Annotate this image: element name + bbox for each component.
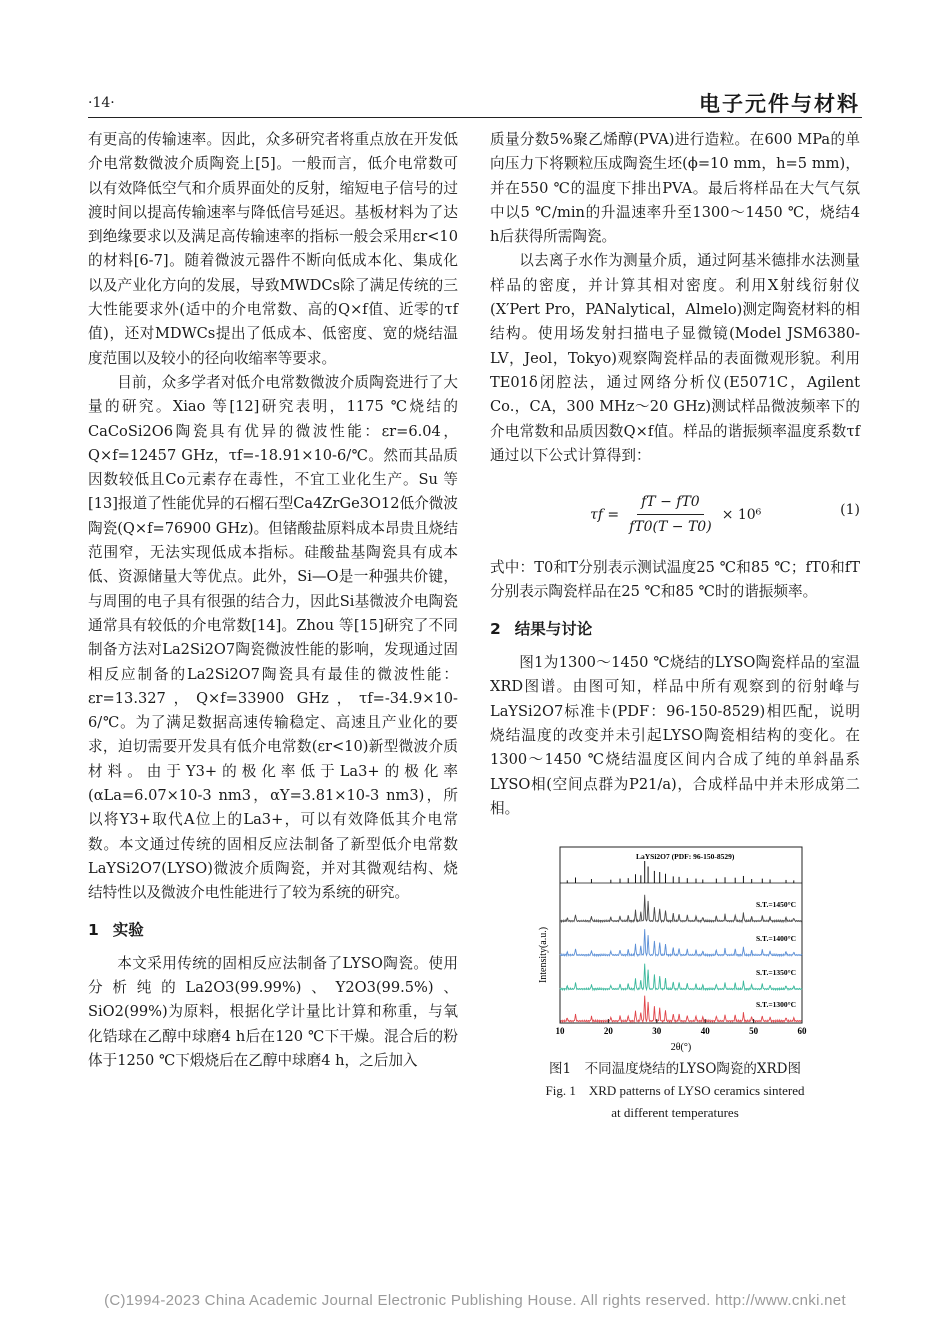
x-tick-label: 20 bbox=[603, 1026, 613, 1037]
x-tick-label: 60 bbox=[797, 1026, 807, 1037]
x-tick-label: 50 bbox=[749, 1026, 759, 1037]
series-label: S.T.=1350°C bbox=[756, 968, 797, 978]
x-axis-label: 2θ(°) bbox=[670, 1042, 692, 1054]
paragraph-intro-2: 目前，众多学者对低介电常数微波介质陶瓷进行了大量的研究。Xiao 等[12]研究表明，1175 ℃烧结的CaCoSi2O6陶瓷具有优异的微波性能：εr=6.04，Q×f=12457 GHz，τf=-18.91×10-6/℃。然而其品质因数较低且Co元素存在毒性，不宜工业化生产。Su 等[13]报道了性能优异的石榴石型Ca4ZrGe3O12低介微波陶瓷(Q×f=76900 GHz)。但锗酸盐原料成本昂贵且烧结范围窄，无法实现低成本指标。硅酸盐基陶瓷具有成本低、资源储量大等优点。此外，Si—O是一种强共价键，与周围的电子具有很强的结合力，因此Si基微波介电陶瓷通常具有较低的介电常数[14]。Zhou 等[15]研究了不同制备方法对La2Si2O7陶瓷微波性能的影响，发现通过固相反应制备的La2Si2O7陶瓷具有最佳的微波性能：εr=13.327，Q×f=33900 GHz，τf=-34.9×10-6/℃。为了满足数据高速传输稳定、高速且产业化的要求，迫切需要开发具有低介电常数(εr<10)新型微波介质材料。由于Y3+的极化率低于La3+的极化率(αLa=6.07×10-3 nm3，αY=3.81×10-3 nm3)，所以将Y3+取代A位上的La3+，可以有效降低其介电常数。本文通过传统的固相反应法制备了新型低介电常数LaYSi2O7(LYSO)微波介质陶瓷，并对其微观结构、烧结特性以及微波介电性能进行了较为系统的研究。 bbox=[88, 373, 458, 902]
paragraph-results-1: 图1为1300～1450 ℃烧结的LYSO陶瓷样品的室温XRD图谱。由图可知，样品中所有观察到的衍射峰与LaYSi2O7标准卡(PDF：96-150-8529)相匹配，说明烧结温度的改变并未引起LYSO陶瓷相结构的变化。在1300～1450 ℃烧结温度区间内合成了纯的单斜晶系LYSO相(空间点群为P21/a)，合成样品中并未形成第二相。 bbox=[490, 654, 860, 817]
section-number: 2 bbox=[490, 619, 501, 638]
paragraph-experiment-1: 本文采用传统的固相反应法制备了LYSO陶瓷。使用分析纯的La2O3(99.99%)、Y2O3(99.5%)、SiO2(99%)为原料，根据化学计量比计算和称重，与氧化锆球在乙醇中球磨4 h后在120 ℃下干燥。混合后的粉体于1250 ℃下煅烧后在乙醇中球磨4 h，之后加入 bbox=[88, 954, 458, 1069]
equation-1 bbox=[490, 482, 860, 546]
figure-caption-en-line1: Fig. 1 XRD patterns of LYSO ceramics sintered bbox=[545, 1083, 805, 1099]
copyright-footer: (C)1994-2023 China Academic Journal Electronic Publishing House. All rights reserved. http://www.cnki.net bbox=[104, 1292, 846, 1309]
right-column bbox=[490, 128, 860, 1124]
page-number: ·14· bbox=[88, 95, 115, 111]
x-tick-label: 10 bbox=[555, 1026, 565, 1037]
paragraph-measurement: 以去离子水作为测量介质，通过阿基米德排水法测量样品的密度，并计算其相对密度。利用X射线衍射仪(X′Pert Pro，PANalytical，Almelo)测定陶瓷材料的相结构。使用场发射扫描电子显微镜(Model JSM6380-LV，Jeol，Tokyo)观察陶瓷样品的表面微观形貌。利用TE01δ闭腔法，通过网络分析仪(E5071C，Agilent Co.，CA，300 MHz～20 GHz)测试样品微波频率下的介电常数和品质因数Q×f值。样品的谐振频率温度系数τf通过以下公式计算得到： bbox=[490, 252, 860, 464]
equation-number: (1) bbox=[840, 502, 860, 519]
equation-body bbox=[590, 490, 761, 540]
paragraph-intro-1: 有更高的传输速率。因此，众多研究者将重点放在开发低介电常数微波介质陶瓷上[5]。一般而言，低介电常数可以有效降低空气和介质界面处的反射，缩短电子信号的过渡时间以提高传输速率与降低信号延迟。基板材料为了达到绝缘要求以及满足高传输速率的指标一般会采用εr<10的材料[6-7]。随着微波元器件不断向低成本化、集成化以及产业化方向的发展，导致MWDCs除了满足传统的三大性能要求外(适中的介电常数、高的Q×f值、近零的τf值)，还对MDWCs提出了低成本、低密度、宽的烧结温度范围以及较小的径向收缩率等要求。 bbox=[88, 131, 458, 367]
x-tick-label: 30 bbox=[652, 1026, 662, 1037]
reference-label: LaYSi2O7 (PDF: 96-150-8529) bbox=[636, 852, 735, 862]
series-label: S.T.=1450°C bbox=[756, 900, 797, 910]
equation-factor: × 10⁶ bbox=[721, 506, 762, 523]
xrd-chart bbox=[530, 843, 820, 1058]
left-column bbox=[88, 128, 458, 1073]
figure-caption-en-line2: at different temperatures bbox=[611, 1105, 739, 1121]
header-rule bbox=[88, 117, 862, 118]
section-title: 结果与讨论 bbox=[514, 619, 593, 638]
equation-numerator: fT − fT0 bbox=[637, 490, 704, 515]
series-label: S.T.=1300°C bbox=[756, 1000, 797, 1010]
figure-1 bbox=[490, 843, 860, 1124]
equation-lhs: τf = bbox=[590, 506, 620, 523]
x-tick-label: 40 bbox=[700, 1026, 710, 1037]
section-heading-results bbox=[490, 617, 860, 641]
series-label: S.T.=1400°C bbox=[756, 934, 797, 944]
section-title: 实验 bbox=[112, 920, 144, 939]
equation-denominator: fT0(T − T0) bbox=[629, 519, 712, 536]
equation-fraction bbox=[625, 490, 716, 540]
section-heading-experiment bbox=[88, 918, 458, 942]
y-axis-label: Intensity(a.u.) bbox=[538, 927, 549, 984]
journal-title: 电子元件与材料 bbox=[699, 91, 860, 116]
section-number: 1 bbox=[88, 920, 99, 939]
figure-caption-cn: 图1 不同温度烧结的LYSO陶瓷的XRD图 bbox=[548, 1061, 802, 1078]
paragraph-experiment-2: 质量分数5%聚乙烯醇(PVA)进行造粒。在600 MPa的单向压力下将颗粒压成陶瓷生坯(ϕ=10 mm，h=5 mm)，并在550 ℃的温度下排出PVA。最后将样品在大气气氛中以5 ℃/min的升温速率升至1300～1450 ℃，烧结4 h后获得所需陶瓷。 bbox=[490, 131, 860, 246]
paragraph-equation-notes: 式中：T0和T分别表示测试温度25 ℃和85 ℃；fT0和fT分别表示陶瓷样品在25 ℃和85 ℃时的谐振频率。 bbox=[490, 559, 860, 601]
